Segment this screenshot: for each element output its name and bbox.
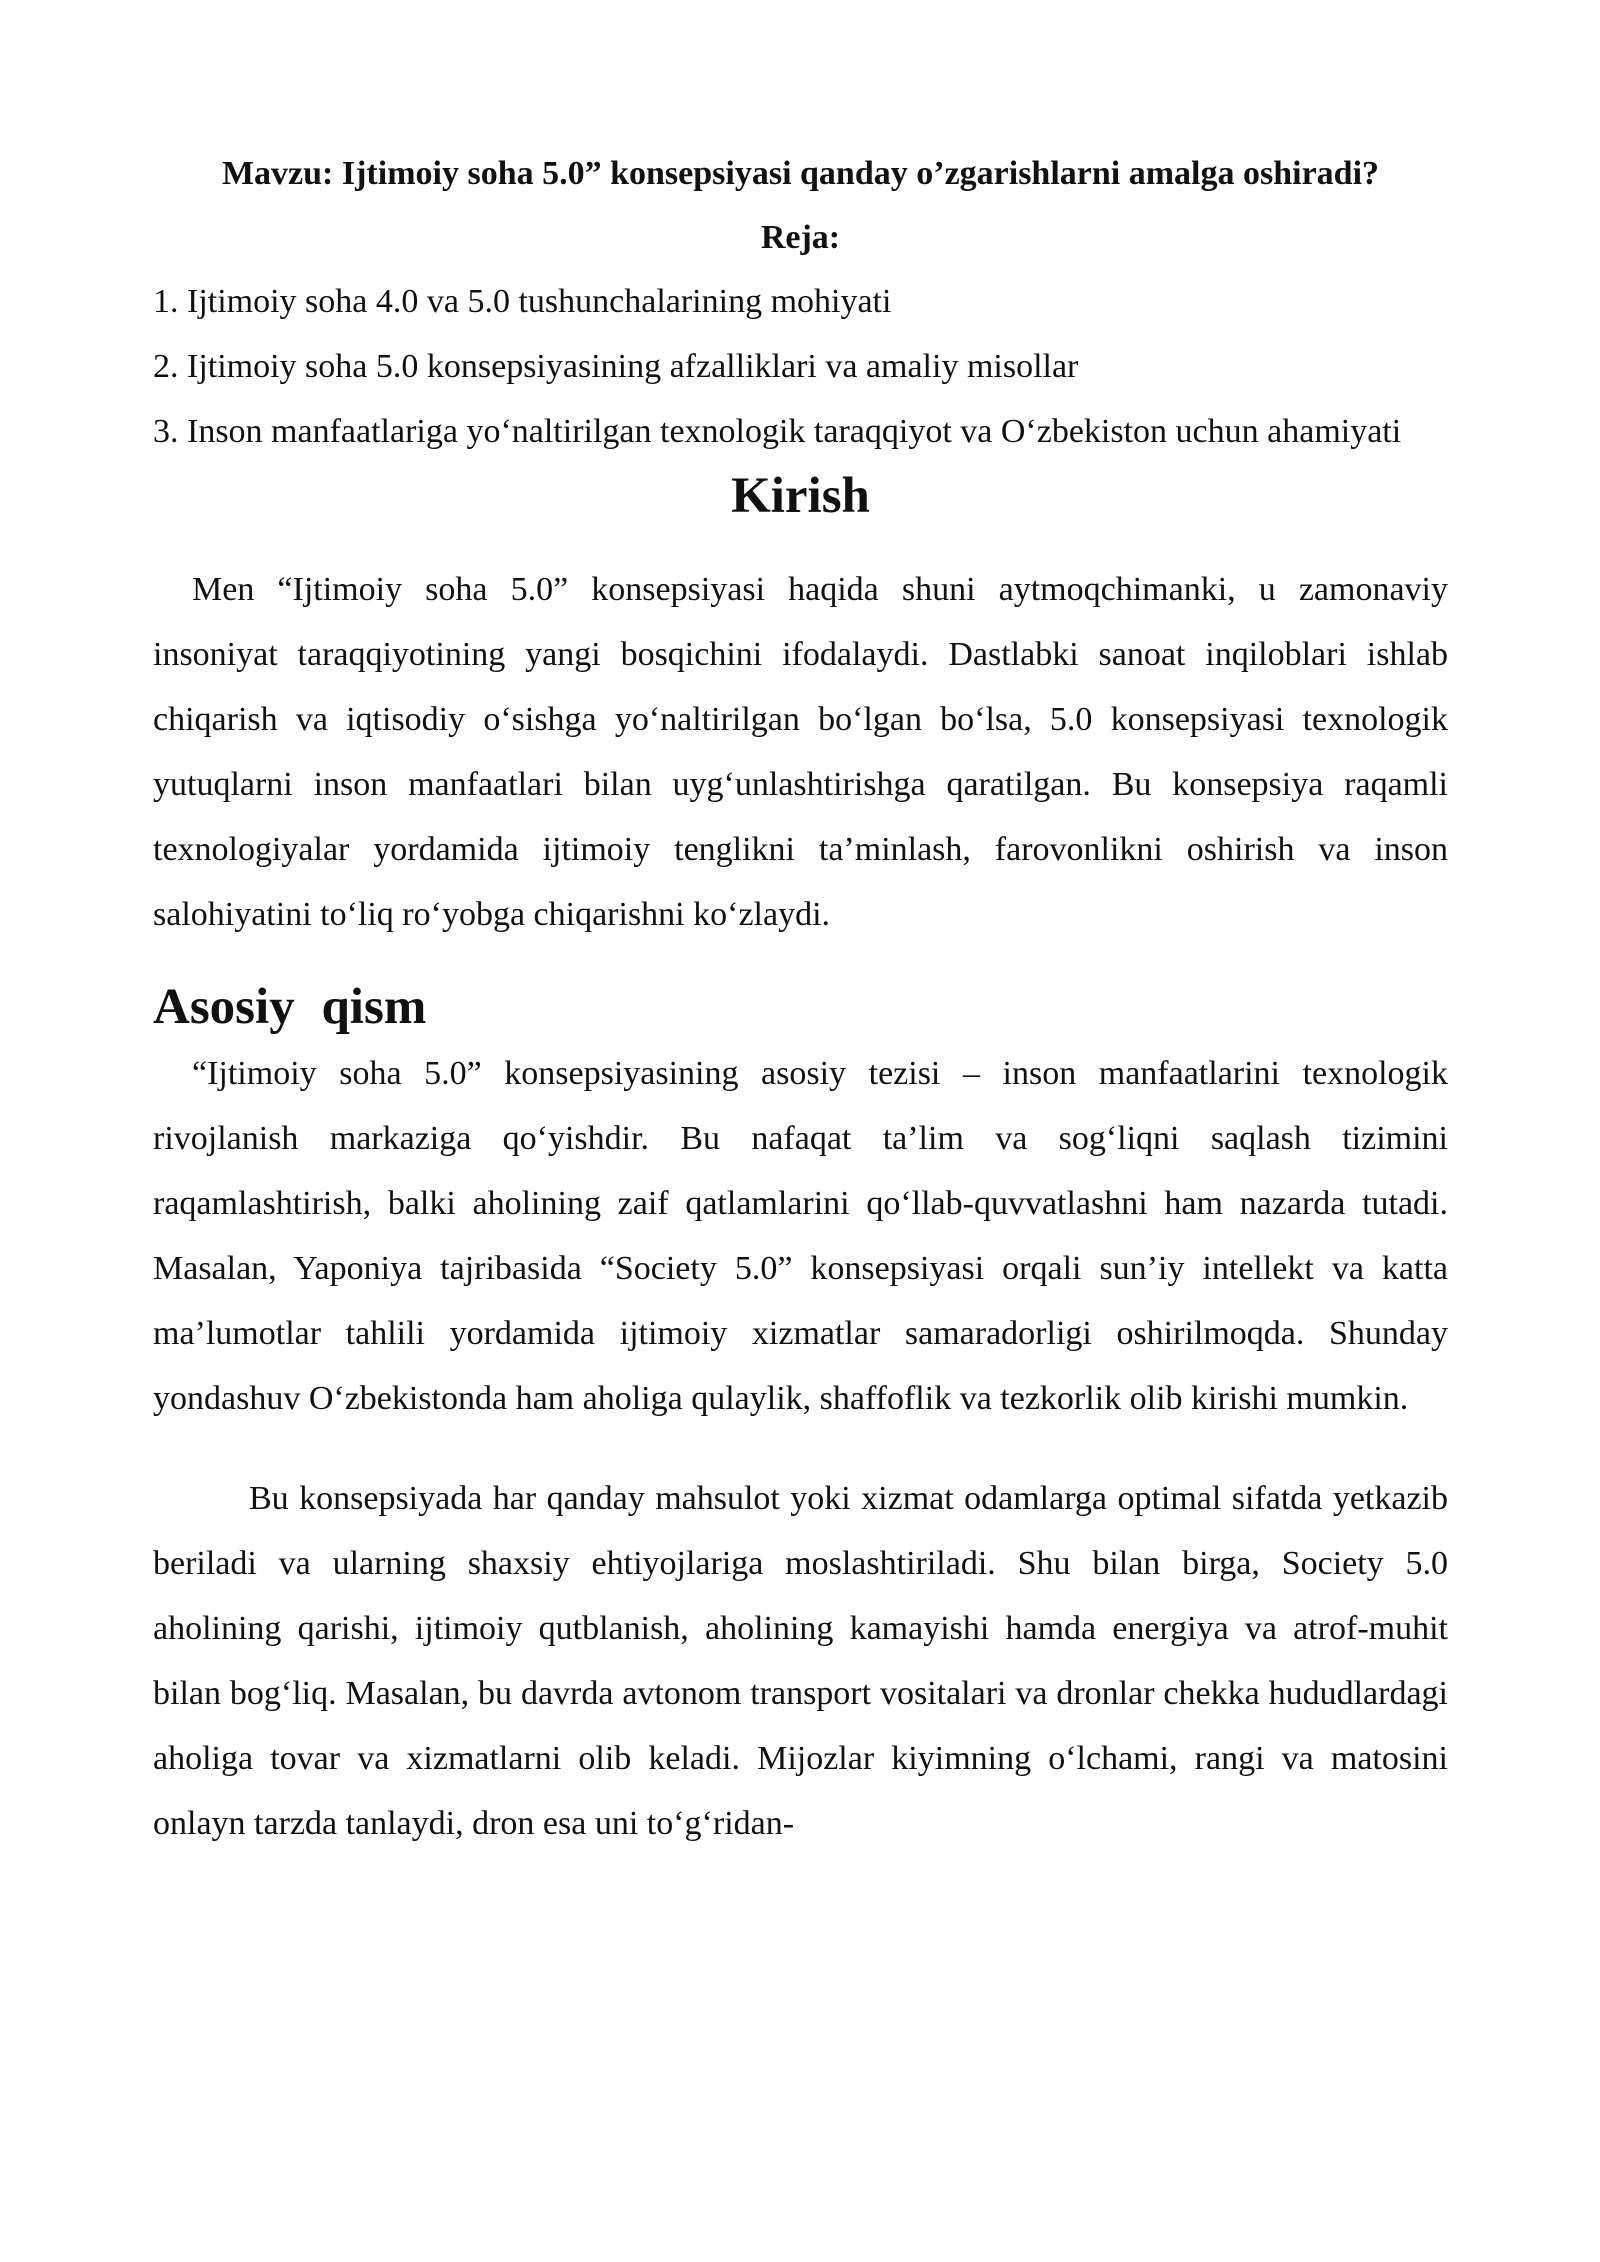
intro-paragraph: Men “Ijtimoiy soha 5.0” konsepsiyasi haqida shuni aytmoqchimanki, u zamonaviy insoniyat taraqqiyotining yangi bosqichini ifodalaydi. Dastlabki sanoat inqiloblari ishlab chiqarish va iqtisodiy o‘sishga yo‘naltirilgan bo‘lgan bo‘lsa, 5.0 konsepsiyasi texnologik yutuqlarni inson manfaatlari bilan uyg‘unlashtirishga qaratilgan. Bu konsepsiya raqamli texnologiyalar yordamida ijtimoiy tenglikni ta’minlash, farovonlikni oshirish va inson salohiyatini to‘liq ro‘yobga chiqarishni ko‘zlaydi. — [153, 571, 1448, 933]
plan-list — [153, 280, 1448, 453]
plan-heading: Reja: — [760, 219, 841, 256]
main-paragraph: Bu konsepsiyada har qanday mahsulot yoki xizmat odamlarga optimal sifatda yetkazib beriladi va ularning shaxsiy ehtiyojlariga moslashtiriladi. Shu bilan birga, Society 5.0 aholining qarishi, ijtimoiy qutblanish, aholining kamayishi hamda energiya va atrof-muhit bilan bog‘liq. Masalan, bu davrda avtonom transport vositalari va dronlar chekka hududlardagi aholiga tovar va xizmatlarni olib keladi. Mijozlar kiyimning o‘lchami, rangi va matosini onlayn tarzda tanlaydi, dron esa uni to‘g‘ridan- — [153, 1480, 1448, 1842]
plan-item: 2. Ijtimoiy soha 5.0 konsepsiyasining afzalliklari va amaliy misollar — [153, 348, 1079, 385]
plan-item: 3. Inson manfaatlariga yo‘naltirilgan texnologik taraqqiyot va O‘zbekiston uchun ahamiyati — [153, 413, 1402, 450]
intro-heading: Kirish — [731, 468, 870, 524]
main-heading: Asosiy qism — [153, 979, 427, 1035]
plan-item: 1. Ijtimoiy soha 4.0 va 5.0 tushunchalarining mohiyati — [153, 283, 892, 320]
main-paragraph: “Ijtimoiy soha 5.0” konsepsiyasining asosiy tezisi – inson manfaatlarini texnologik rivojlanish markaziga qo‘yishdir. Bu nafaqat ta’lim va sog‘liqni saqlash tizimini raqamlashtirish, balki aholining zaif qatlamlarini qo‘llab-quvvatlashni ham nazarda tutadi. Masalan, Yaponiya tajribasida “Society 5.0” konsepsiyasi orqali sun’iy intellekt va katta ma’lumotlar tahlili yordamida ijtimoiy xizmatlar samaradorligi oshirilmoqda. Shunday yondashuv O‘zbekistonda ham aholiga qulaylik, shaffoflik va tezkorlik olib kirishi mumkin. — [153, 1055, 1448, 1417]
document-title: Mavzu: Ijtimoiy soha 5.0” konsepsiyasi qanday o’zgarishlarni amalga oshiradi? — [221, 155, 1380, 192]
document-body — [153, 152, 1448, 1856]
